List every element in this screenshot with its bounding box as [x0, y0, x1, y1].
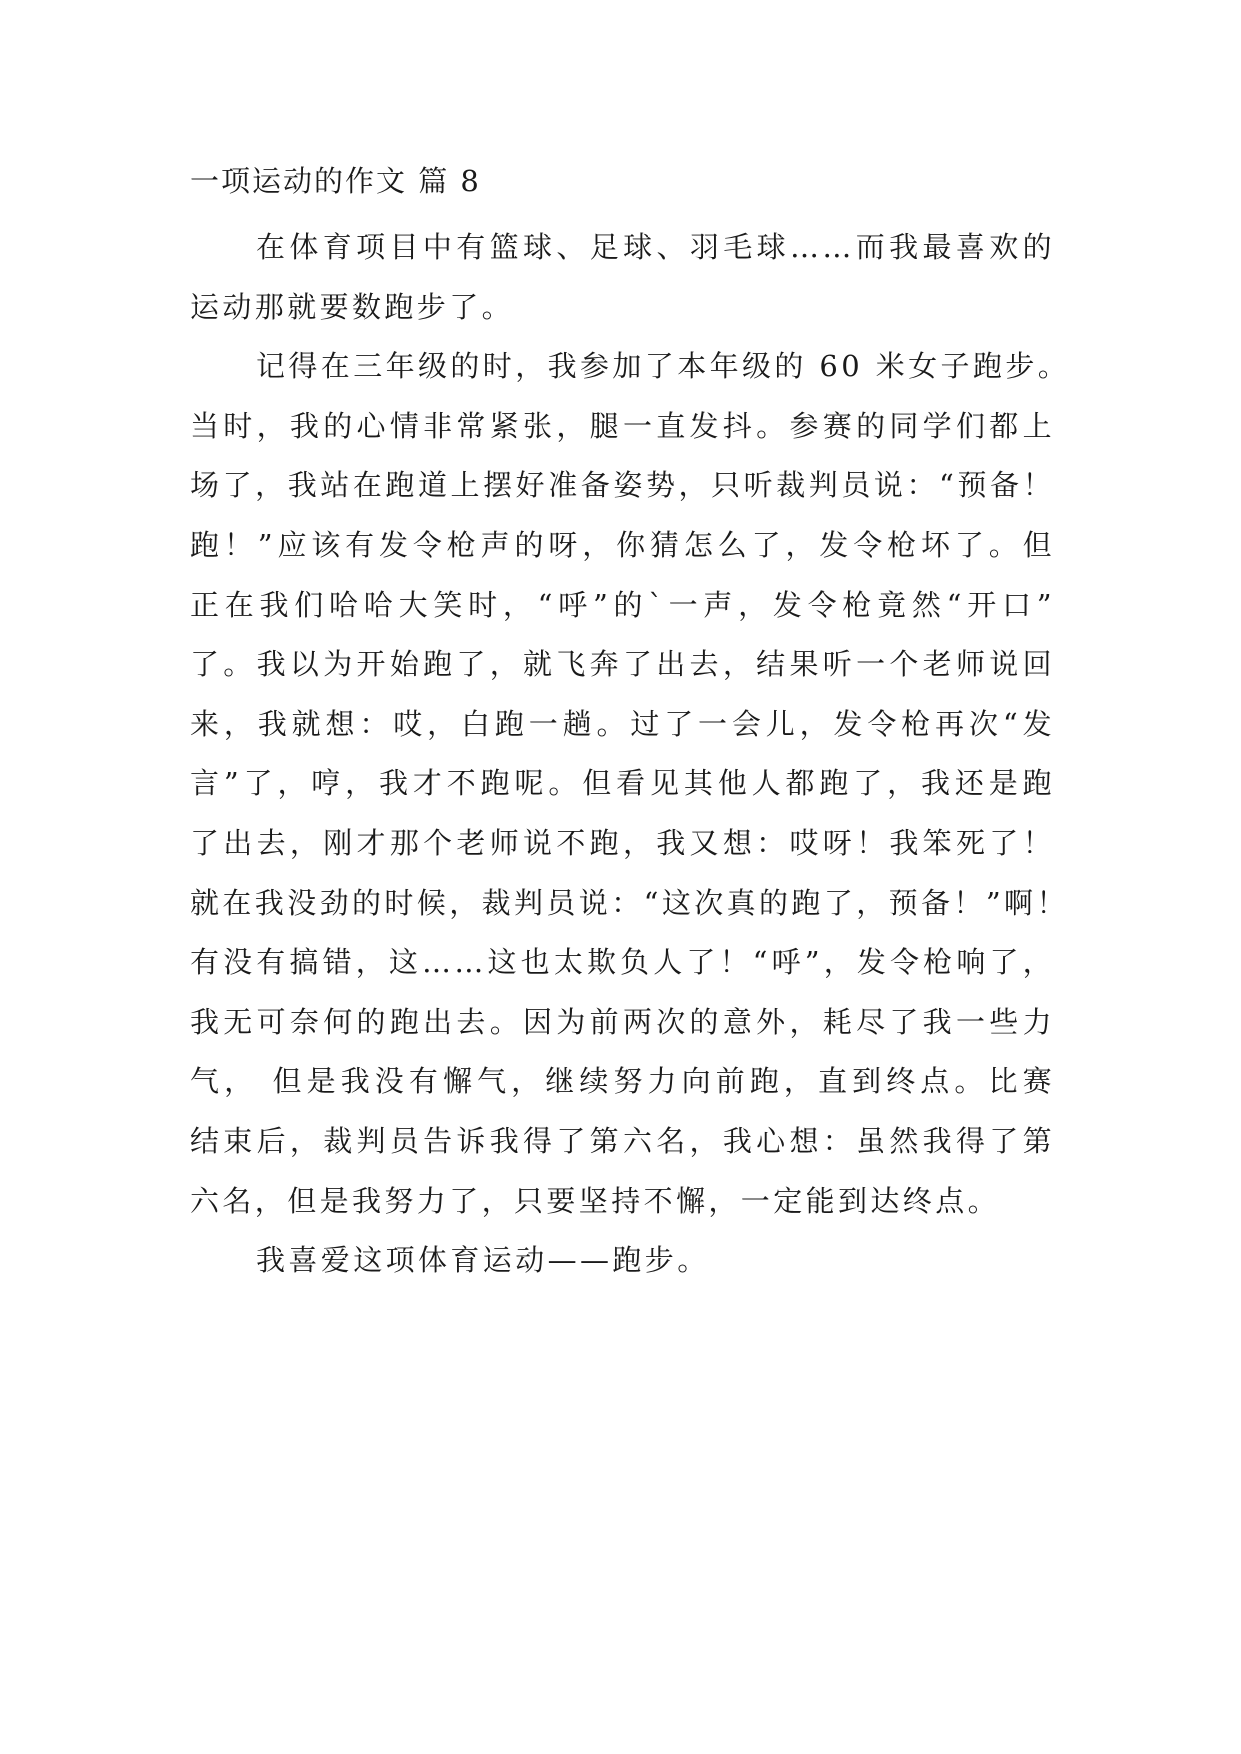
paragraph-line: 六名，但是我努力了，只要坚持不懈，一定能到达终点。	[190, 1183, 1001, 1218]
paragraph-line: 有没有搞错，这……这也太欺负人了！“呼”，发令枪响了，	[190, 945, 1055, 980]
paragraph-line: 正在我们哈哈大笑时，“呼”的`一声，发令枪竟然“开口”	[190, 587, 1055, 622]
paragraph-line: 在体育项目中有篮球、足球、羽毛球……而我最喜欢的	[256, 230, 1055, 264]
document-title: 一项运动的作文 篇 8	[190, 164, 481, 198]
paragraph-line: 我无可奈何的跑出去。因为前两次的意外，耗尽了我一些力	[190, 1004, 1055, 1039]
paragraph-line: 来，我就想：哎，白跑一趟。过了一会儿，发令枪再次“发	[190, 706, 1055, 741]
paragraph-1	[190, 218, 1055, 337]
paragraph-line: 场了，我站在跑道上摆好准备姿势，只听裁判员说：“预备！	[190, 468, 1055, 503]
paragraph-line: 言”了，哼，我才不跑呢。但看见其他人都跑了，我还是跑	[190, 766, 1055, 801]
paragraph-line: 我喜爱这项体育运动——跑步。	[256, 1243, 710, 1278]
paragraph-2	[190, 337, 1071, 1231]
paragraph-line: 跑！”应该有发令枪声的呀，你猜怎么了，发令枪坏了。但	[190, 527, 1055, 562]
paragraph-3	[190, 1231, 1055, 1291]
paragraph-line: 运动那就要数跑步了。	[190, 289, 515, 324]
paragraph-line: 气， 但是我没有懈气，继续努力向前跑，直到终点。比赛	[190, 1064, 1055, 1099]
paragraph-line: 了。我以为开始跑了，就飞奔了出去，结果听一个老师说回	[190, 647, 1055, 682]
document-body	[190, 218, 1071, 1291]
paragraph-line: 记得在三年级的时，我参加了本年级的 60 米女子跑步。	[256, 349, 1071, 384]
paragraph-line: 结束后，裁判员告诉我得了第六名，我心想：虽然我得了第	[190, 1123, 1055, 1158]
paragraph-line: 当时，我的心情非常紧张，腿一直发抖。参赛的同学们都上	[190, 408, 1055, 443]
paragraph-line: 就在我没劲的时候，裁判员说：“这次真的跑了，预备！”啊！	[190, 885, 1069, 920]
paragraph-line: 了出去，刚才那个老师说不跑，我又想：哎呀！我笨死了！	[190, 825, 1055, 860]
